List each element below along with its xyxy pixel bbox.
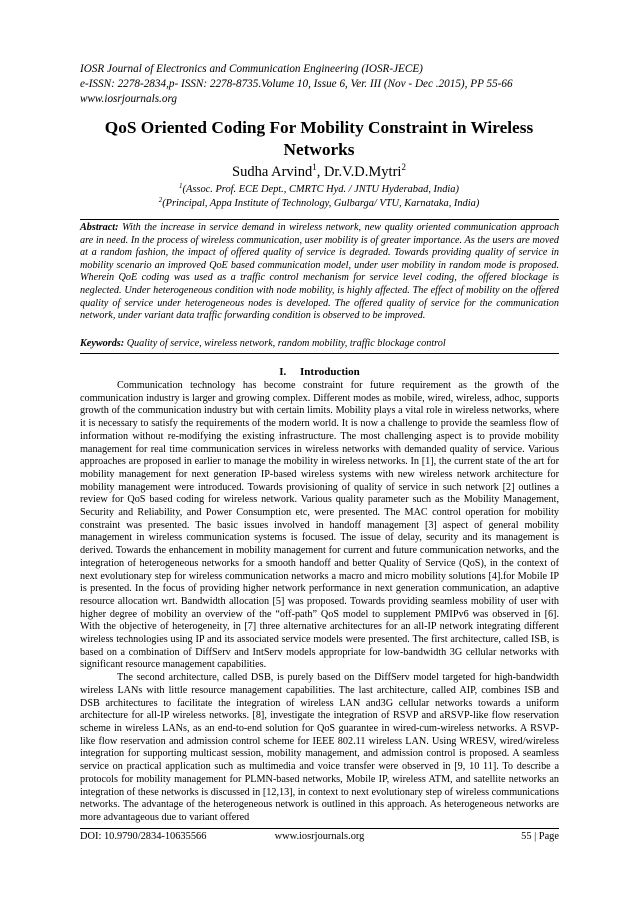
- body-paragraph-2: The second architecture, called DSB, is purely based on the DiffServ model targeted for high-bandwidth wireless LANs with little resource management capabilities. The last architecture, called AIP, combines ISB and DSB architectures to facilitate the integration of wireless LAN and3G cellular networks towards a uniform architecture for all-IP wireless networks. [8], investigate the integration of RSVP and aRSVP-like flow reservation scheme in wireless LANs, as an end-to-end solution for QoS guarantee in wired-cum-wireless networks. A RSVP-like flow reservation and admission control scheme for IEEE 802.11 wireless LAN. Using WRESV, wired/wireless integration for supporting multicast session, mobility management, and admission control is proposed. A seamless service on practical application such as multimedia and voice transfer were observed in [9, 10 11]. To describe a protocols for mobility management for PLMN-based networks, Mobile IP, wireless ATM, and satellite networks an integration of these networks is discussed in [12,13], in context to next evolutionary step of wireless communications networks. The advantage of the heterogeneous network is outlined in this approach. As heterogeneous networks are more advantageous due to variant offered: [80, 672, 559, 823]
- author-2-superscript: 2: [401, 162, 406, 172]
- journal-header: [80, 62, 560, 107]
- issn-line: e-ISSN: 2278-2834,p- ISSN: 2278-8735.Volume 10, Issue 6, Ver. III (Nov - Dec .2015), PP 55-66: [80, 78, 513, 90]
- paper-title: [60, 117, 578, 161]
- title-line-2: Networks: [283, 140, 355, 159]
- footer-website: www.iosrjournals.org: [274, 831, 365, 842]
- page-footer: [80, 831, 559, 845]
- affiliation-1-superscript: 1: [179, 182, 183, 190]
- keywords-label: Keywords:: [80, 338, 125, 349]
- journal-name: IOSR Journal of Electronics and Communication Engineering (IOSR-JECE): [80, 63, 423, 75]
- author-1-superscript: 1: [312, 162, 317, 172]
- body-text: [80, 380, 559, 825]
- title-line-1: QoS Oriented Coding For Mobility Constraint in Wireless: [104, 118, 534, 137]
- affiliation-2: [60, 198, 578, 209]
- keywords-text: Quality of service, wireless network, random mobility, traffic blockage control: [126, 338, 446, 349]
- affiliation-2-superscript: 2: [158, 196, 163, 204]
- abstract-text: With the increase in service demand in wireless network, new quality oriented communication approach are in need. In the process of wireless communication, user mobility is of greater importance. As the users are moved at a random fashion, the impact of offered quality of service is degraded. Towards providing quality of service in mobility scenario an improved QoE based communication model, under user mobility in random mode is proposed. Wherein QoE coding was used as a traffic control mechanism for service level coding, the offered blockage is neglected. Under heterogeneous condition with node mobility, is highly affected. The effect of mobility on the offered quality of service under heterogeneous nodes is developed. The offered quality of service for the communication network, under variant data traffic forwarding condition is observed to be improved.: [80, 222, 559, 322]
- abstract-bottom-rule: [80, 353, 559, 354]
- section-heading: I. Introduction: [279, 366, 360, 378]
- footer-doi: DOI: 10.9790/2834-10635566: [80, 831, 207, 842]
- journal-website: www.iosrjournals.org: [80, 93, 177, 105]
- affiliation-1: [60, 184, 578, 195]
- footer-page-number: 55 | Page: [521, 831, 559, 842]
- author-2: Dr.V.D.Mytri: [323, 164, 402, 180]
- body-paragraph-1: Communication technology has become constraint for future requirement as the growth of the communication industry is larger and growing complex. Different modes as mobile, wired, wireless, adhoc, supports growth of the communication industry but with certain limits. Mobility plays a vital role in wireless networks, where it is necessary to satisfy the requirements of the modern world. It is now a challenge to provide the seamless flow of information without re-modifying the existing infrastructure. The most challenging aspect is to provide mobility management for real time communication services in wireless networks with demanded quality of service. Various approaches are proposed in earlier to manage the mobility in wireless networks. In [1], the current state of the art for mobility management for next generation IP-based wireless systems with new wireless network architecture for mobility management were introduced. Towards provisioning of quality of service in such network [2] outlines a review for QoS based coding for wireless network. Various quality parameter such as the Mobility Management, Security and Reliability, and Power Consumption etc, were presented. The MAC control operation for mobility constraint was presented. The basic issues involved in handoff management [3] aspect of general mobility management in wireless communication systems is focused. The issue of delay, security and its management is derived. Towards the enhancement in mobility management for current and future communication networks, and the integration of heterogeneous networks for a smooth handoff and better Quality of Service (QoS), in the context of next evolutionary step for wireless communication networks a macro and micro mobility solutions [4].for Mobile IP is presented. In the focus of providing higher network performance in next generation communication, an adaptive resource allocation wrt. Bandwidth allocation [5] was proposed. Towards providing seamless mobility of user with higher degree of mobility an overview of the “off-path” QoS model to supplement PMIPv6 was observed in [6]. With the objective of heterogeneity, in [7] three alternative architectures for an all-IP network integrating different wireless technologies using IP and its associated service models were presented. The first architecture, called ISB, is based on a combination of DiffServ and IntServ models appropriate for low-bandwidth 3G cellular networks with significant resource management capabilities.: [80, 380, 559, 671]
- abstract: [80, 222, 559, 323]
- affiliation-2-text: (Principal, Appa Institute of Technology, Gulbarga/ VTU, Karnataka, India): [162, 198, 480, 209]
- abstract-label: Abstract:: [80, 222, 119, 233]
- author-separator: ,: [316, 164, 324, 180]
- abstract-top-rule: [80, 219, 559, 220]
- author-line: [60, 164, 578, 181]
- affiliation-1-text: (Assoc. Prof. ECE Dept., CMRTC Hyd. / JNTU Hyderabad, India): [182, 184, 459, 195]
- keywords: [80, 338, 559, 351]
- author-1: Sudha Arvind: [232, 164, 313, 180]
- footer-rule: [80, 828, 559, 829]
